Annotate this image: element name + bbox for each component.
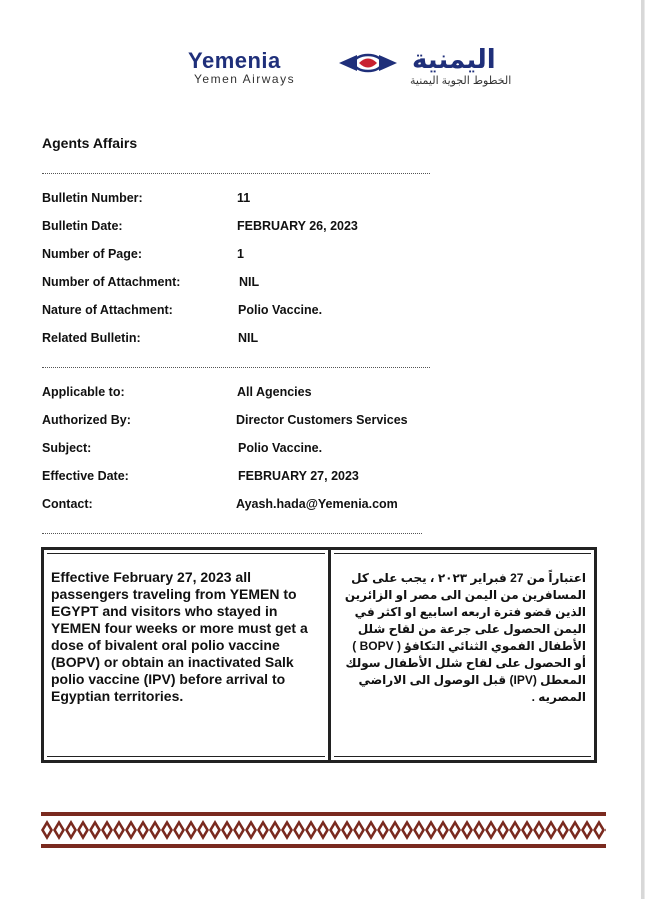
logo-name-ar: اليمنية	[412, 44, 496, 74]
divider	[42, 173, 430, 174]
notice-english-text: Effective February 27, 2023 all passengers traveling from YEMEN to EGYPT and visitors who stayed in YEMEN four weeks or more must get a dose of bivalent oral polio vaccine (BOPV) or obtain an inactivated Salk polio vaccine (IPV) before arrival to Egyptian territories.	[51, 569, 308, 704]
field-value: NIL	[238, 331, 259, 345]
border-diamond	[605, 820, 606, 840]
field-value: FEBRUARY 26, 2023	[237, 219, 358, 233]
notice-box	[41, 547, 597, 763]
field-label: Nature of Attachment:	[42, 303, 173, 317]
field-value: FEBRUARY 27, 2023	[238, 469, 359, 483]
field-value: All Agencies	[237, 385, 312, 399]
field-label: Applicable to:	[42, 385, 125, 399]
divider	[42, 533, 422, 534]
logo-subtitle-en: Yemen Airways	[194, 72, 296, 86]
field-value: Polio Vaccine.	[238, 441, 323, 455]
field-label: Related Bulletin:	[42, 331, 141, 345]
contact-email: Ayash.hada@Yemenia.com	[236, 497, 398, 511]
field-label: Bulletin Date:	[42, 219, 123, 233]
field-label: Authorized By:	[42, 413, 131, 427]
field-label: Contact:	[42, 497, 93, 511]
field-value: 11	[237, 191, 251, 205]
yemenia-logo	[150, 38, 610, 104]
logo-name-en: Yemenia	[188, 48, 281, 73]
panel-rule	[334, 553, 591, 554]
panel-rule	[47, 553, 325, 554]
notice-english-panel	[44, 550, 331, 760]
field-value: NIL	[239, 275, 260, 289]
field-value: Director Customers Services	[236, 413, 408, 427]
field-label: Number of Attachment:	[42, 275, 181, 289]
field-value: 1	[237, 247, 244, 261]
notice-arabic-text: اعتباراً من 27 فبراير ٢٠٢٣ ، يجب على كل المسافرين من اليمن الى مصر او الزائرين الذين قضو فترة اربعه اسابيع او اكثر في اليمن الحصول على جرعة من لقاح شلل الأطفال الفموي الثنائي التكافؤ ( BOPV ) أو الحصول على لقاح شلل الأطفال سولك المعطل (IPV) قبل الوصول الى الاراضي المصريه .	[344, 571, 586, 704]
field-label: Effective Date:	[42, 469, 129, 483]
decorative-border	[41, 812, 606, 848]
page-heading: Agents Affairs	[42, 135, 138, 151]
field-label: Number of Page:	[42, 247, 143, 261]
divider	[42, 367, 430, 368]
field-label: Bulletin Number:	[42, 191, 143, 205]
field-value: Polio Vaccine.	[238, 303, 323, 317]
panel-rule	[334, 756, 591, 757]
logo-subtitle-ar: الخطوط الجوية اليمنية	[410, 75, 512, 87]
airline-emblem-icon	[337, 51, 399, 75]
panel-rule	[47, 756, 325, 757]
field-label: Subject:	[42, 441, 92, 455]
notice-arabic-panel	[331, 550, 594, 760]
